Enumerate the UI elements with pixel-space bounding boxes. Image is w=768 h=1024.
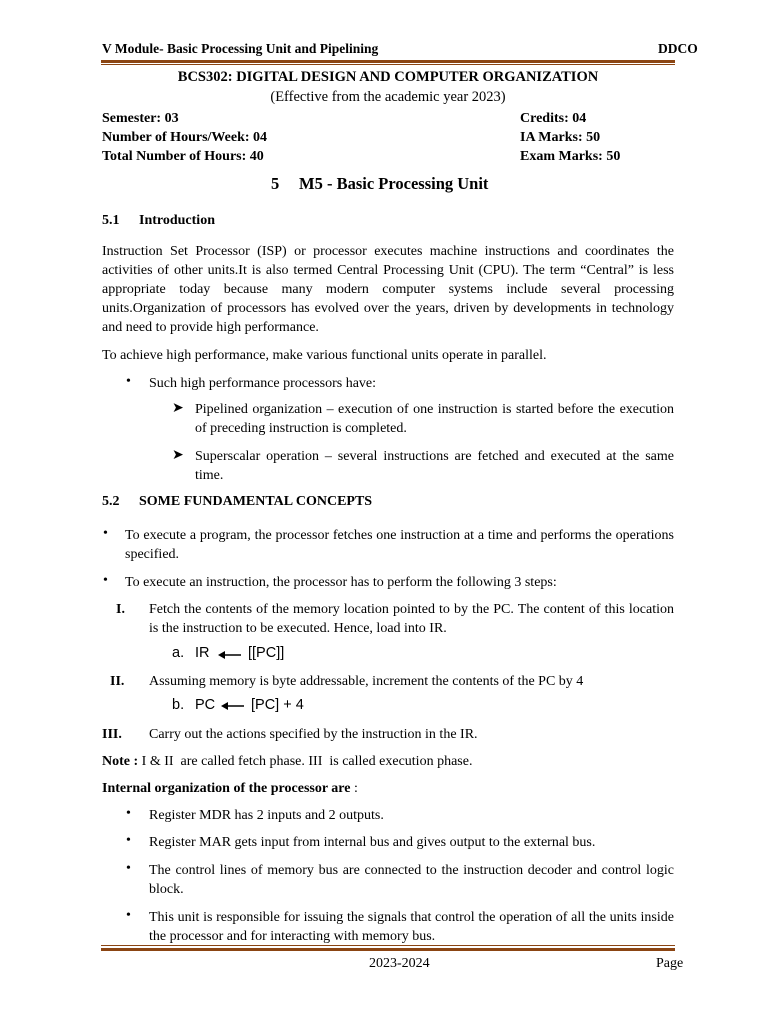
chapter-title: M5 - Basic Processing Unit	[299, 174, 489, 193]
step-text: Fetch the contents of the memory location pointed to by the PC. The content of this location is the instruction to be executed. Hence, load into IR.	[149, 602, 674, 636]
step-number: II.	[110, 674, 125, 689]
memory-at-pc: [[PC]]	[248, 645, 285, 661]
arrowhead-bullet-icon: ➤	[172, 401, 184, 416]
intro-paragraph: Instruction Set Processor (ISP) or processor executes machine instructions and coordinates the activities of other units.It is also termed Central Processing Unit (CPU). The term “Central” is less appropriate today because many modern computer systems include several processing units.Organization of processors has evolved over the years, driven by developments in technology and need to provide high performance.	[102, 244, 674, 335]
internal-org-heading	[102, 779, 358, 798]
list-item: To execute an instruction, the processor has to perform the following 3 steps:	[125, 575, 557, 590]
course-subtitle: (Effective from the academic year 2023)	[270, 89, 506, 105]
list-item: The control lines of memory bus are connected to the instruction decoder and control logic block.	[149, 863, 674, 897]
register-pc: PC	[195, 697, 216, 713]
hours-per-week: Number of Hours/Week: 04	[102, 130, 268, 145]
note-label: Note :	[102, 754, 139, 769]
running-header-right: DDCO	[658, 41, 698, 56]
step-number: I.	[116, 602, 125, 617]
step-text: Assuming memory is byte addressable, increment the contents of the PC by 4	[149, 674, 584, 689]
semester: Semester: 03	[102, 111, 179, 126]
list-item: Register MAR gets input from internal bus and gives output to the external bus.	[149, 835, 596, 850]
step-sub-label: b.	[172, 697, 185, 713]
list-item: Pipelined organization – execution of one instruction is started before the execution of preceding instruction is completed.	[195, 402, 674, 436]
internal-org-title: Internal organization of the processor are	[102, 781, 351, 796]
pc-plus-four: [PC] + 4	[251, 697, 304, 713]
credits: Credits: 04	[520, 111, 587, 126]
arrowhead-bullet-icon: ➤	[172, 448, 184, 463]
section-number: 5.1	[102, 213, 120, 228]
total-hours: Total Number of Hours: 40	[102, 149, 264, 164]
left-arrow-icon	[218, 649, 242, 661]
running-header-left: V Module- Basic Processing Unit and Pipelining	[102, 41, 379, 56]
bullet-dot-icon: •	[126, 908, 131, 923]
bullet-dot-icon: •	[126, 861, 131, 876]
bullet-dot-icon: •	[103, 526, 108, 541]
bullet-dot-icon: •	[126, 374, 131, 389]
footer-rule-thin	[101, 945, 675, 946]
bullet-dot-icon: •	[103, 573, 108, 588]
list-item: Superscalar operation – several instructions are fetched and executed at the same time.	[195, 449, 674, 483]
exam-marks: Exam Marks: 50	[520, 149, 621, 164]
section-title: SOME FUNDAMENTAL CONCEPTS	[139, 494, 373, 509]
chapter-number: 5	[271, 174, 280, 193]
note-text: I & II are called fetch phase. III is called execution phase.	[138, 754, 473, 769]
bullet-dot-icon: •	[126, 806, 131, 821]
left-arrow-icon	[221, 700, 245, 712]
bullet-dot-icon: •	[126, 833, 131, 848]
section-number: 5.2	[102, 494, 120, 509]
list-item: This unit is responsible for issuing the signals that control the operation of all the units inside the processor and for interacting with memory bus.	[149, 910, 674, 944]
footer-rule-thick	[101, 948, 675, 951]
internal-org-colon: :	[350, 781, 358, 796]
list-item: To execute a program, the processor fetches one instruction at a time and performs the operations specified.	[125, 528, 674, 562]
step-text: Carry out the actions specified by the instruction in the IR.	[149, 727, 478, 742]
header-rule-thick	[101, 60, 675, 63]
register-ir: IR	[195, 645, 210, 661]
step-number: III.	[102, 727, 122, 742]
footer-page: Page	[656, 956, 684, 971]
list-item: Such high performance processors have:	[149, 376, 377, 391]
step-sub-label: a.	[172, 645, 185, 661]
course-title: BCS302: DIGITAL DESIGN AND COMPUTER ORGANIZATION	[177, 69, 599, 85]
note-line	[102, 752, 472, 771]
header-rule-thin	[101, 64, 675, 65]
list-item: Register MDR has 2 inputs and 2 outputs.	[149, 808, 384, 823]
ia-marks: IA Marks: 50	[520, 130, 601, 145]
section-title: Introduction	[139, 213, 215, 228]
footer-year: 2023-2024	[369, 956, 430, 971]
parallel-paragraph: To achieve high performance, make various functional units operate in parallel.	[102, 348, 547, 363]
